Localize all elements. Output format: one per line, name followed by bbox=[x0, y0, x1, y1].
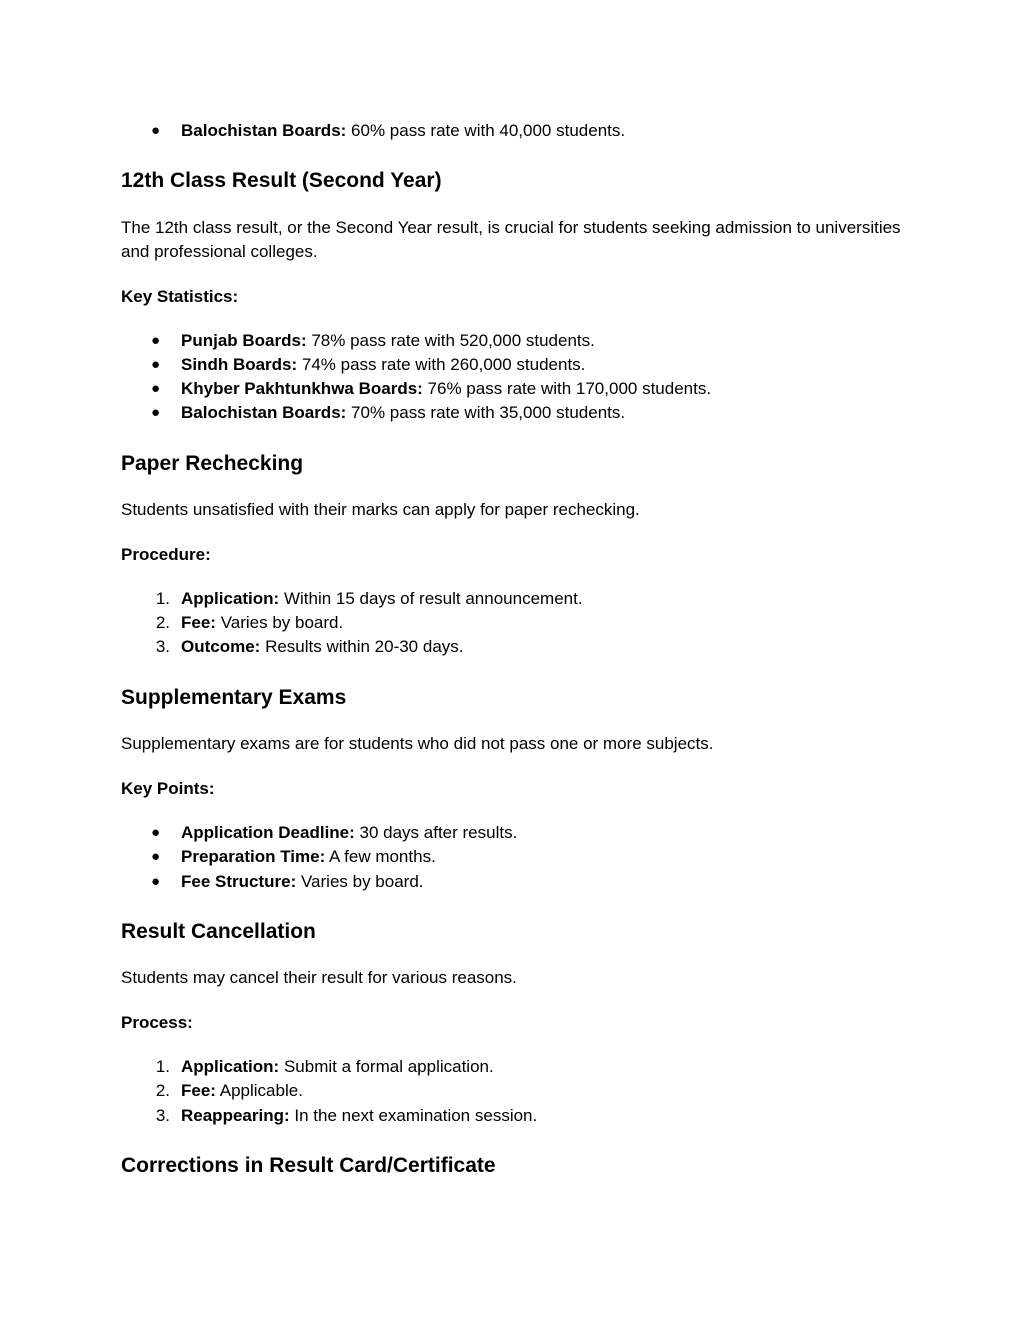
list-number: 1. bbox=[155, 589, 170, 608]
subheading-key-statistics: Key Statistics: bbox=[121, 287, 239, 306]
item-label: Preparation Time: bbox=[181, 847, 326, 866]
section-paragraph: The 12th class result, or the Second Year result, is crucial for students seeking admission to universities and professional colleges. bbox=[121, 218, 901, 261]
subheading-process: Process: bbox=[121, 1013, 193, 1032]
section-heading-supplementary-exams: Supplementary Exams bbox=[121, 686, 347, 709]
item-label: Outcome: bbox=[181, 637, 261, 656]
item-text: 60% pass rate with 40,000 students. bbox=[346, 121, 626, 140]
item-label: Balochistan Boards: bbox=[181, 403, 347, 422]
item-text: 78% pass rate with 520,000 students. bbox=[306, 331, 595, 350]
item-label: Application: bbox=[181, 589, 280, 608]
bullet-marker: ● bbox=[151, 848, 161, 865]
item-label: Sindh Boards: bbox=[181, 355, 298, 374]
item-text: 30 days after results. bbox=[354, 823, 518, 842]
section-paragraph: Supplementary exams are for students who did not pass one or more subjects. bbox=[121, 734, 714, 753]
list-item bbox=[0, 401, 1024, 425]
section-heading-12th-class-result: 12th Class Result (Second Year) bbox=[121, 169, 442, 192]
item-label: Balochistan Boards: bbox=[181, 121, 347, 140]
list-number: 2. bbox=[155, 613, 170, 632]
section-paragraph: Students may cancel their result for various reasons. bbox=[121, 968, 517, 987]
list-item bbox=[0, 377, 1024, 401]
bullet-marker: ● bbox=[151, 122, 161, 139]
item-text: Applicable. bbox=[215, 1081, 303, 1100]
list-number: 1. bbox=[155, 1057, 170, 1076]
list-item bbox=[0, 1055, 1024, 1079]
item-label: Punjab Boards: bbox=[181, 331, 307, 350]
list-item bbox=[0, 845, 1024, 869]
bullet-marker: ● bbox=[151, 404, 161, 421]
list-item bbox=[0, 821, 1024, 845]
bullet-marker: ● bbox=[151, 356, 161, 373]
list-number: 2. bbox=[155, 1081, 170, 1100]
list-number: 3. bbox=[155, 637, 170, 656]
list-item bbox=[0, 353, 1024, 377]
list-item bbox=[0, 1104, 1024, 1128]
item-text: Varies by board. bbox=[296, 872, 424, 891]
bullet-marker: ● bbox=[151, 873, 161, 890]
item-text: 70% pass rate with 35,000 students. bbox=[346, 403, 626, 422]
item-text: Submit a formal application. bbox=[279, 1057, 494, 1076]
section-heading-paper-rechecking: Paper Rechecking bbox=[121, 452, 304, 475]
item-label: Fee Structure: bbox=[181, 872, 297, 891]
bullet-marker: ● bbox=[151, 380, 161, 397]
list-item bbox=[0, 1079, 1024, 1103]
bullet-marker: ● bbox=[151, 824, 161, 841]
list-item bbox=[0, 611, 1024, 635]
list-number: 3. bbox=[155, 1106, 170, 1125]
item-label: Reappearing: bbox=[181, 1106, 290, 1125]
item-label: Fee: bbox=[181, 613, 216, 632]
subheading-procedure: Procedure: bbox=[121, 545, 211, 564]
item-text: 76% pass rate with 170,000 students. bbox=[422, 379, 712, 398]
list-item bbox=[0, 635, 1024, 659]
item-label: Application: bbox=[181, 1057, 280, 1076]
list-item bbox=[0, 870, 1024, 894]
item-text: A few months. bbox=[325, 847, 436, 866]
item-text: Within 15 days of result announcement. bbox=[279, 589, 583, 608]
section-heading-corrections: Corrections in Result Card/Certificate bbox=[121, 1154, 496, 1177]
item-text: 74% pass rate with 260,000 students. bbox=[297, 355, 586, 374]
list-item bbox=[0, 119, 1024, 143]
item-label: Khyber Pakhtunkhwa Boards: bbox=[181, 379, 423, 398]
section-heading-result-cancellation: Result Cancellation bbox=[121, 920, 316, 943]
item-text: Varies by board. bbox=[215, 613, 344, 632]
item-text: Results within 20-30 days. bbox=[260, 637, 464, 656]
bullet-marker: ● bbox=[151, 332, 161, 349]
list-item bbox=[0, 329, 1024, 353]
item-text: In the next examination session. bbox=[289, 1106, 538, 1125]
subheading-key-points: Key Points: bbox=[121, 779, 215, 798]
section-paragraph: Students unsatisfied with their marks can apply for paper rechecking. bbox=[121, 500, 640, 519]
item-label: Fee: bbox=[181, 1081, 216, 1100]
item-label: Application Deadline: bbox=[181, 823, 355, 842]
list-item bbox=[0, 587, 1024, 611]
